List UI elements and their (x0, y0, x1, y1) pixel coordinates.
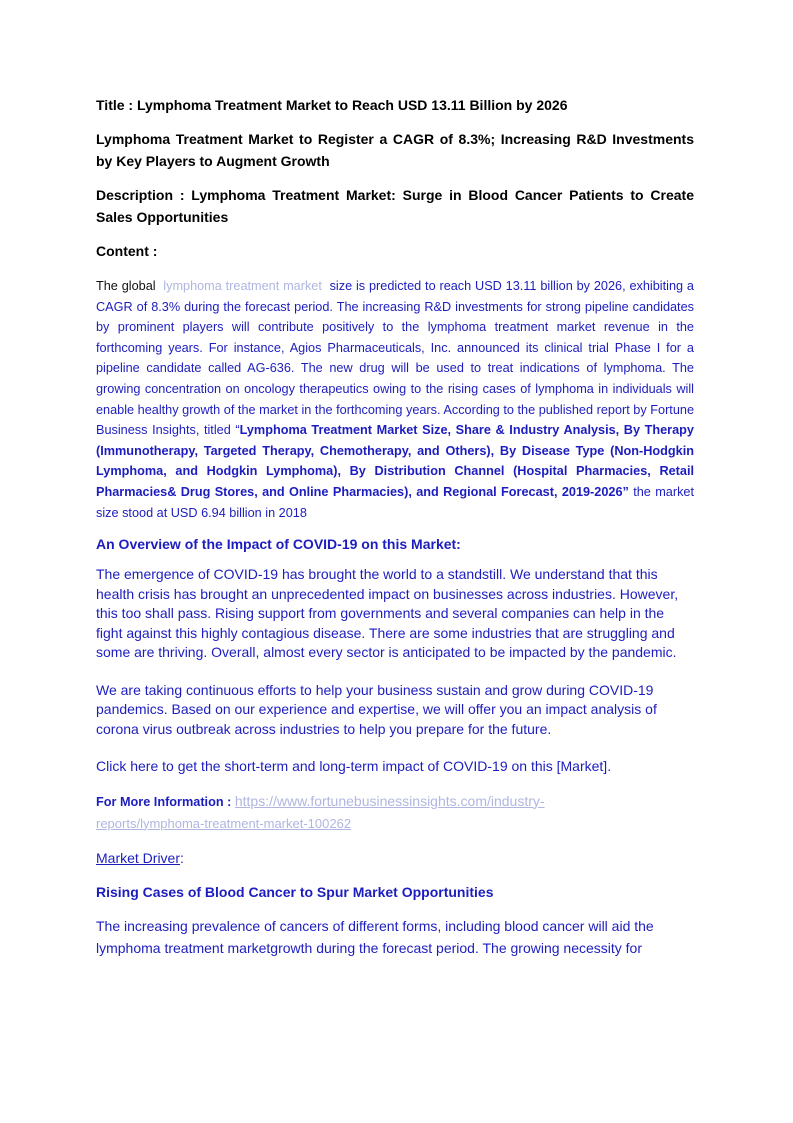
more-info-line (96, 791, 694, 835)
rising-cases-heading: Rising Cases of Blood Cancer to Spur Market Opportunities (96, 883, 494, 900)
market-driver-link[interactable]: Market Driver (96, 849, 181, 866)
covid-overview-heading: An Overview of the Impact of COVID-19 on this Market: (96, 536, 461, 553)
document-subtitle: Lymphoma Treatment Market to Register a CAGR of 8.3%; Increasing R&D Investments by Key Players to Augment Growth (96, 131, 694, 169)
covid-paragraph-1: The emergence of COVID-19 has brought the world to a standstill. We understand that this health crisis has brought an unprecedented impact on businesses across industries. However, this too shall pass. Rising support from governments and several companies can help in the fight against this highly contagious disease. There are some industries that are struggling and some are thriving. Overall, almost every sector is anticipated to be impacted by the pandemic. (96, 566, 679, 661)
market-driver-line (96, 847, 694, 869)
more-info-url-part1[interactable]: https://www.fortunebusinessinsights.com/industry- (234, 792, 545, 809)
intro-tail: the market size stood at USD 6.94 billion in 2018 (96, 484, 694, 520)
market-link[interactable]: lymphoma treatment market (163, 279, 322, 293)
report-title: Lymphoma Treatment Market Size, Share & Industry Analysis, By Therapy (Immunotherapy, Targeted Therapy, Chemotherapy, and Others), By Disease Type (Non-Hodgkin Lymphoma, and Hodgkin Lymphoma), By Distribution Channel (Hospital Pharmacies, Retail Pharmacies& Drug Stores, and Online Pharmacies), and Regional Forecast, 2019-2026” (96, 423, 694, 499)
intro-body: size is predicted to reach USD 13.11 billion by 2026, exhibiting a CAGR of 8.3% during the forecast period. The increasing R&D investments for strong pipeline candidates by prominent players will contribute positively to the lymphoma treatment market revenue in the forthcoming years. For instance, Agios Pharmaceuticals, Inc. announced its clinical trial Phase I for a pipeline candidate called AG-636. The new drug will be used to treat indications of lymphoma. The growing concentration on oncology therapeutics owing to the rising cases of lymphoma in individuals will enable healthy growth of the market in the forthcoming years. According to the published report by Fortune Business Insights, titled “ (96, 279, 694, 438)
document-title: Title : Lymphoma Treatment Market to Reach USD 13.11 Billion by 2026 (96, 97, 568, 113)
covid-click-here[interactable]: Click here to get the short-term and long-term impact of COVID-19 on this [Market]. (96, 758, 612, 775)
market-driver-colon: : (180, 849, 184, 866)
document-page (96, 94, 694, 959)
covid-paragraph-2: We are taking continuous efforts to help your business sustain and grow during COVID-19 pandemics. Based on our experience and expertise, we will offer you an impact analysis of corona virus outbreak across industries to help you prepare for the future. (96, 681, 657, 737)
more-info-url-part2[interactable]: reports/lymphoma-treatment-market-100262 (96, 815, 352, 831)
final-paragraph: The increasing prevalence of cancers of different forms, including blood cancer will aid the lymphoma treatment marketgrowth during the forecast period. The growing necessity for (96, 917, 654, 956)
document-description: Description : Lymphoma Treatment Market: Surge in Blood Cancer Patients to Create Sales Opportunities (96, 187, 694, 225)
intro-paragraph (96, 276, 694, 523)
content-label: Content : (96, 243, 158, 259)
intro-lead: The global (96, 279, 156, 293)
more-info-label: For More Information : (96, 794, 235, 809)
